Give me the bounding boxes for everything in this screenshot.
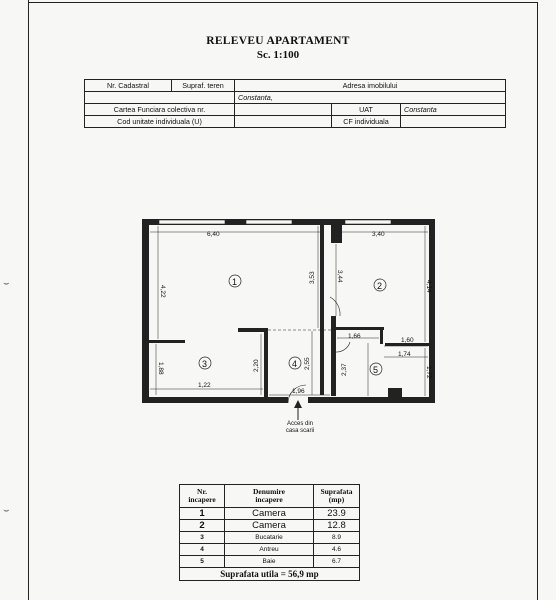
adresa-label: Adresa imobilului	[235, 80, 506, 92]
table-row: 2 Camera 12.8	[180, 520, 360, 532]
dim-bath-width: 1,74	[398, 351, 411, 358]
cod-unitate-label: Cod unitate individuala (U)	[85, 116, 235, 128]
supraf-teren-label: Supraf. teren	[172, 80, 235, 92]
room-number-2: 2	[377, 281, 383, 291]
interior-wall-hall	[331, 316, 336, 396]
document-scale: Sc. 1:100	[256, 49, 300, 61]
document-title: RELEVEU APARTAMENT	[206, 35, 350, 47]
plan-walls	[142, 219, 435, 403]
table-row: 3 Bucatarie 8.9	[180, 532, 360, 544]
dim-left-lower: 1,88	[157, 362, 164, 375]
room-number-5: 5	[373, 365, 379, 375]
rooms-area-table	[179, 484, 360, 581]
dim-r1-right: 3,53	[309, 271, 316, 284]
bath-top-wall	[336, 327, 384, 330]
window	[159, 220, 225, 224]
dim-left-upper: 4,22	[159, 285, 166, 298]
dim-bath-height: 2,37	[341, 363, 348, 376]
door-swing	[330, 297, 340, 316]
table-row: 4 Antreu 4.6	[180, 544, 360, 556]
bath-wall-stub	[380, 327, 383, 344]
adresa-value: Constanta,	[235, 92, 506, 104]
header-denumire: Denumire incapere	[225, 485, 314, 508]
room-number-1: 1	[232, 277, 238, 287]
dim-hall-width: 1,96	[292, 388, 305, 395]
access-label-line-1: Acces din	[286, 421, 313, 427]
dim-bath-right: 1,72	[425, 366, 432, 379]
dim-r2-right: 4,14	[425, 280, 432, 293]
dim-bath-wall: 1,66	[348, 333, 361, 340]
wall-pillar	[331, 225, 342, 243]
interior-wall-vertical	[320, 225, 324, 395]
uat-label: UAT	[332, 104, 401, 116]
room-number-4: 4	[292, 359, 298, 369]
dim-kitchen-width: 1,22	[198, 382, 211, 389]
cf-individuala-label: CF individuala	[332, 116, 401, 128]
windows	[159, 220, 391, 224]
access-label	[282, 421, 318, 435]
binding-mark: ⌣	[3, 505, 10, 516]
access-label-line-2: casa scarii	[285, 428, 315, 434]
dim-top-right: 3,40	[372, 231, 385, 238]
nr-cadastral-label: Nr. Cadastral	[85, 80, 172, 92]
bath-fixture	[388, 388, 402, 397]
room-number-3: 3	[202, 359, 208, 369]
kitchen-wall-right	[264, 328, 268, 398]
dim-r2-left: 3,44	[336, 270, 343, 283]
header-suprafata: Suprafata (mp)	[314, 485, 360, 508]
dimension-lines	[150, 226, 428, 396]
kitchen-wall-left	[149, 340, 185, 343]
bath-door-swing	[336, 342, 350, 352]
total-area: Suprafata utila = 56,9 mp	[180, 568, 360, 581]
dim-hall-left: 2,55	[304, 357, 311, 370]
window	[345, 220, 391, 224]
table-row: 5 Baie 6.7	[180, 556, 360, 568]
uat-value: Constanta	[401, 104, 506, 116]
carte-funciara-label: Cartea Funciara colectiva nr.	[85, 104, 235, 116]
header-nr: Nr. incapere	[180, 485, 225, 508]
dim-kitchen-right: 2,20	[253, 359, 260, 372]
kitchen-wall-top	[238, 328, 268, 332]
outer-wall-left	[142, 219, 149, 403]
binding-mark: ⌣	[3, 278, 10, 289]
dim-top-left: 6,40	[207, 231, 220, 238]
table-row: 1 Camera 23.9	[180, 508, 360, 520]
dim-bath-top: 1,60	[401, 337, 414, 344]
window	[246, 220, 292, 224]
